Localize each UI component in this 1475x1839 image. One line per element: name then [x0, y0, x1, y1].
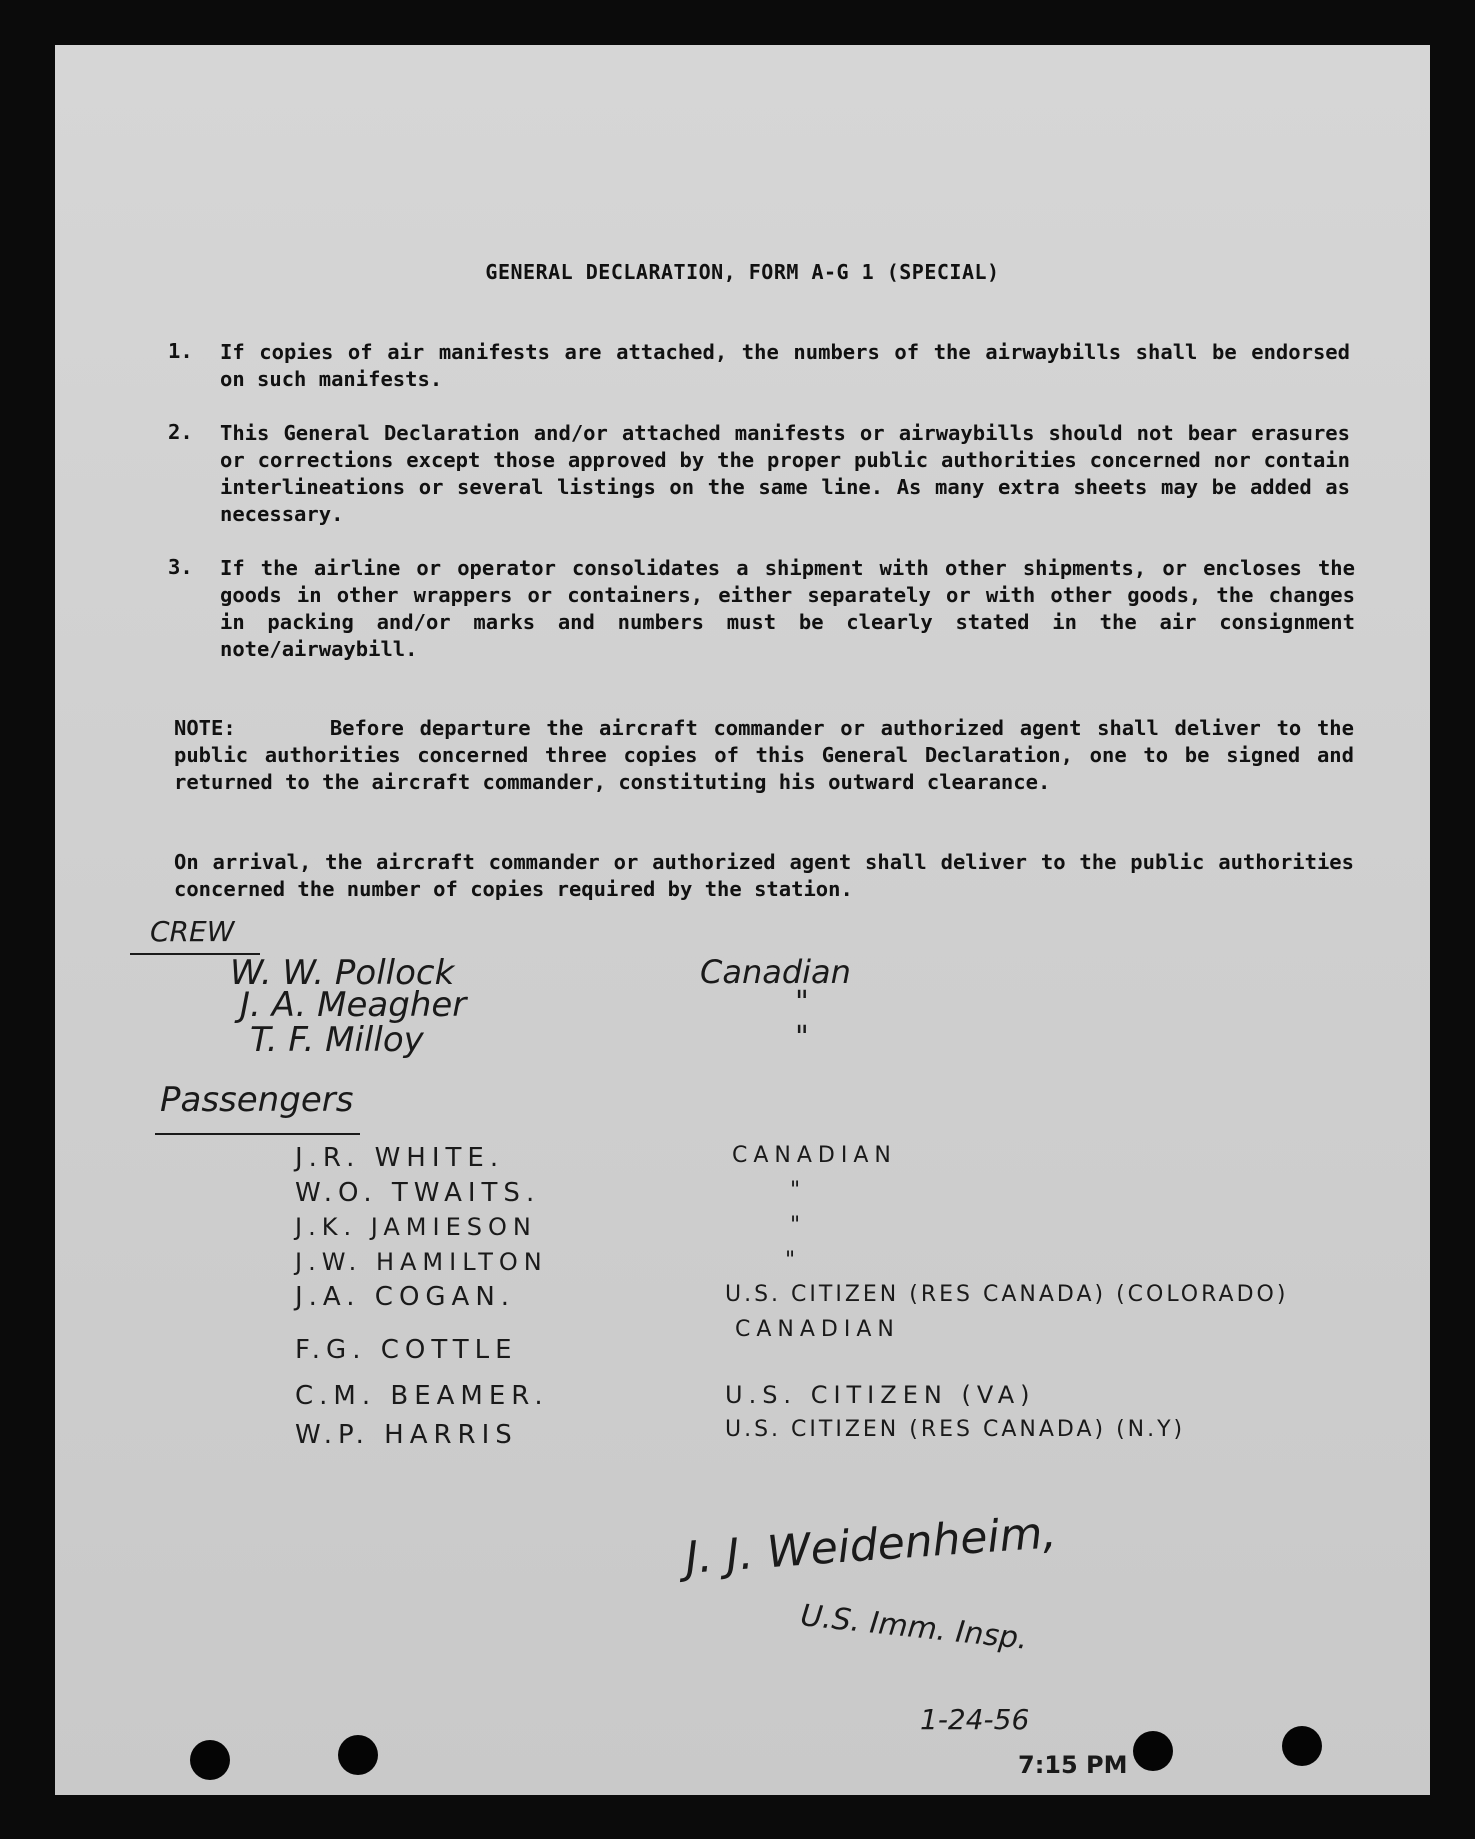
item-3-text: If the airline or operator consolidates a shipment with other shipments, or encloses the goods in other wrappers or containers, either separately or with other goods, the changes in packing and/or marks and numbers must be clearly stated in the air consignment note/airwaybill. — [220, 556, 1355, 661]
declaration-page — [55, 45, 1430, 1795]
passengers-heading: Passengers — [160, 1080, 354, 1120]
passenger-name-4: J.W. HAMILTON — [295, 1248, 548, 1276]
passenger-nationality-8: U.S. CITIZEN (RES CANADA) (N.Y) — [725, 1417, 1186, 1442]
punch-hole — [190, 1740, 230, 1780]
inspector-title: U.S. Imm. Insp. — [798, 1598, 1030, 1657]
crew-name-3: T. F. Milloy — [250, 1020, 424, 1060]
passenger-nationality-6: CANADIAN — [735, 1317, 900, 1342]
form-title: GENERAL DECLARATION, FORM A-G 1 (SPECIAL) — [485, 260, 1000, 284]
crew-nationality-3: " — [795, 1020, 809, 1055]
passenger-name-6: F.G. COTTLE — [295, 1335, 518, 1365]
crew-nationality-1: Canadian — [700, 953, 851, 991]
signature-time: 7:15 PM — [1018, 1751, 1128, 1779]
passengers-heading-underline — [155, 1133, 360, 1135]
inspector-signature: J. J. Weidenheim, — [683, 1507, 1058, 1584]
passenger-name-7: C.M. BEAMER. — [295, 1381, 549, 1411]
punch-hole — [1133, 1731, 1173, 1771]
passenger-nationality-7: U.S. CITIZEN (VA) — [725, 1381, 1036, 1409]
crew-name-2: J. A. Meagher — [240, 985, 467, 1025]
passenger-nationality-1: CANADIAN — [732, 1143, 897, 1168]
crew-heading: CREW — [150, 915, 235, 948]
passenger-name-2: W.O. TWAITS. — [295, 1178, 541, 1208]
passenger-name-1: J.R. WHITE. — [295, 1143, 505, 1173]
crew-name-1: W. W. Pollock — [230, 953, 455, 993]
item-2-text: This General Declaration and/or attached manifests or airwaybills should not bear erasures or corrections except those approved by the proper public authorities concerned nor contain interlineations or several listings on the same line. As many extra sheets may be added as necessary. — [220, 421, 1350, 526]
passenger-nationality-5: U.S. CITIZEN (RES CANADA) (COLORADO) — [725, 1282, 1289, 1307]
punch-hole — [1282, 1726, 1322, 1766]
item-1-text: If copies of air manifests are attached, the numbers of the airwaybills shall be endorsed on such manifests. — [220, 340, 1350, 391]
signature-date: 1-24-56 — [920, 1703, 1030, 1736]
item-3-number: 3. — [168, 555, 193, 579]
passenger-nationality-4: " — [785, 1248, 802, 1273]
item-2-number: 2. — [168, 420, 193, 444]
crew-nationality-2: " — [795, 985, 809, 1020]
passenger-name-3: J.K. JAMIESON — [295, 1213, 537, 1241]
passenger-name-5: J.A. COGAN. — [295, 1282, 516, 1312]
passenger-nationality-2: " — [790, 1178, 807, 1203]
arrival-paragraph: On arrival, the aircraft commander or authorized agent shall deliver to the public authorities concerned the number of copies required by the station. — [174, 850, 1354, 901]
punch-hole — [338, 1735, 378, 1775]
passenger-nationality-3: " — [790, 1213, 807, 1238]
note-paragraph: NOTE: Before departure the aircraft commander or authorized agent shall deliver to the public authorities concerned three copies of this General Declaration, one to be signed and returned to the aircraft commander, constituting his outward clearance. — [174, 716, 1367, 794]
item-1-number: 1. — [168, 339, 193, 363]
passenger-name-8: W.P. HARRIS — [295, 1420, 518, 1450]
